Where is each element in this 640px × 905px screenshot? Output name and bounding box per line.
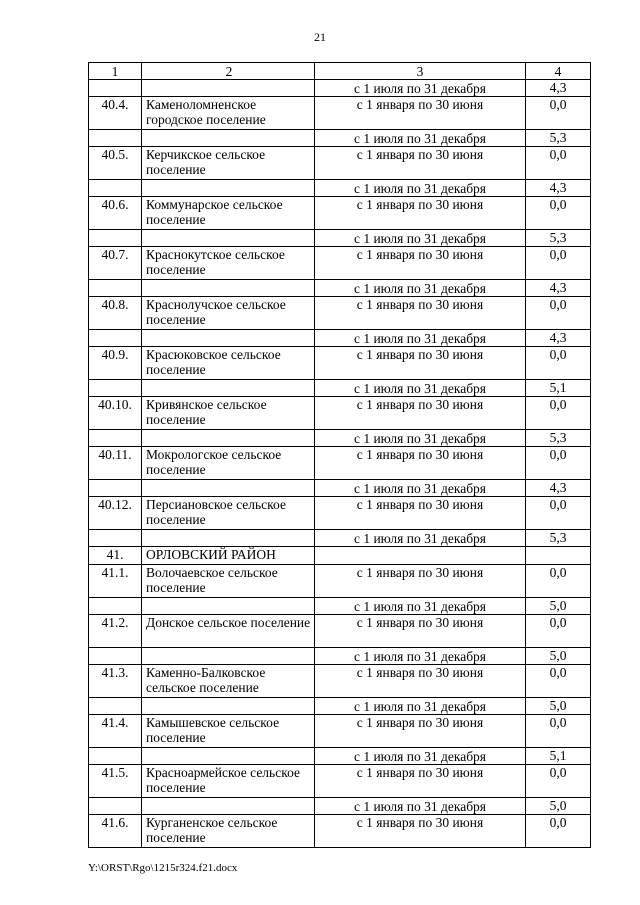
settlement-name: Красноармейское сельское поселение	[142, 765, 315, 798]
settlement-name-empty	[142, 330, 315, 347]
value: 5,3	[526, 130, 591, 147]
settlement-name-empty	[142, 480, 315, 497]
row-number-empty	[89, 130, 142, 147]
period: с 1 июля по 31 декабря	[315, 480, 526, 497]
row-number: 40.9.	[89, 347, 142, 380]
value: 0,0	[526, 447, 591, 480]
value: 0,0	[526, 197, 591, 230]
value: 0,0	[526, 715, 591, 748]
value: 5,1	[526, 748, 591, 765]
value: 0,0	[526, 97, 591, 130]
value: 4,3	[526, 330, 591, 347]
settlement-name: Коммунарское сельское поселение	[142, 197, 315, 230]
value: 5,1	[526, 380, 591, 397]
value: 5,0	[526, 648, 591, 665]
value: 0,0	[526, 565, 591, 598]
settlement-name-empty	[142, 180, 315, 197]
settlement-name-empty	[142, 698, 315, 715]
value: 5,3	[526, 230, 591, 247]
tariff-table	[88, 62, 591, 848]
settlement-name: Камышевское сельское поселение	[142, 715, 315, 748]
table-row	[89, 648, 591, 665]
row-number: 41.2.	[89, 615, 142, 648]
value: 0,0	[526, 297, 591, 330]
period: с 1 января по 30 июня	[315, 97, 526, 130]
settlement-name-empty	[142, 748, 315, 765]
header-col-4: 4	[526, 63, 591, 80]
row-number-empty	[89, 430, 142, 447]
value: 5,3	[526, 530, 591, 547]
table-row	[89, 447, 591, 480]
table-row	[89, 715, 591, 748]
row-number: 41.4.	[89, 715, 142, 748]
settlement-name: Краснолучское сельское поселение	[142, 297, 315, 330]
file-path-footer: Y:\ORST\Rgo\1215r324.f21.docx	[88, 862, 238, 874]
row-number: 41.5.	[89, 765, 142, 798]
value: 0,0	[526, 615, 591, 648]
settlement-name-empty	[142, 280, 315, 297]
table-row	[89, 247, 591, 280]
row-number: 40.11.	[89, 447, 142, 480]
row-number: 40.7.	[89, 247, 142, 280]
table-row	[89, 130, 591, 147]
table-row	[89, 598, 591, 615]
period: с 1 июля по 31 декабря	[315, 598, 526, 615]
value: 5,3	[526, 430, 591, 447]
section-number: 41.	[89, 547, 142, 565]
settlement-name: Курганенское сельское поселение	[142, 815, 315, 848]
period: с 1 января по 30 июня	[315, 197, 526, 230]
value: 5,0	[526, 798, 591, 815]
value: 0,0	[526, 665, 591, 698]
settlement-name: Краснокутское сельское поселение	[142, 247, 315, 280]
table-header-row	[89, 63, 591, 80]
table-row	[89, 430, 591, 447]
settlement-name-empty	[142, 430, 315, 447]
value: 4,3	[526, 280, 591, 297]
period: с 1 января по 30 июня	[315, 397, 526, 430]
table-row	[89, 765, 591, 798]
settlement-name: Красюковское сельское поселение	[142, 347, 315, 380]
table-row	[89, 80, 591, 97]
row-number: 41.3.	[89, 665, 142, 698]
settlement-name-empty	[142, 130, 315, 147]
settlement-name-empty	[142, 598, 315, 615]
value: 4,3	[526, 80, 591, 97]
period: с 1 июля по 31 декабря	[315, 130, 526, 147]
period-empty	[315, 547, 526, 565]
table-row	[89, 397, 591, 430]
row-number-empty	[89, 380, 142, 397]
settlement-name-empty	[142, 648, 315, 665]
value: 0,0	[526, 815, 591, 848]
value: 4,3	[526, 480, 591, 497]
table-row	[89, 97, 591, 130]
table-row	[89, 530, 591, 547]
value: 0,0	[526, 397, 591, 430]
row-number: 41.6.	[89, 815, 142, 848]
value: 0,0	[526, 347, 591, 380]
settlement-name: Персиановское сельское поселение	[142, 497, 315, 530]
row-number-empty	[89, 280, 142, 297]
settlement-name: Каменоломненское городское поселение	[142, 97, 315, 130]
row-number-empty	[89, 698, 142, 715]
period: с 1 июля по 31 декабря	[315, 430, 526, 447]
row-number: 40.4.	[89, 97, 142, 130]
period: с 1 января по 30 июня	[315, 715, 526, 748]
period: с 1 января по 30 июня	[315, 565, 526, 598]
row-number: 41.1.	[89, 565, 142, 598]
period: с 1 января по 30 июня	[315, 297, 526, 330]
table-row	[89, 748, 591, 765]
period: с 1 января по 30 июня	[315, 615, 526, 648]
period: с 1 июля по 31 декабря	[315, 80, 526, 97]
table-row	[89, 347, 591, 380]
value: 5,0	[526, 598, 591, 615]
table-row	[89, 197, 591, 230]
period: с 1 января по 30 июня	[315, 665, 526, 698]
settlement-name: Мокрологское сельское поселение	[142, 447, 315, 480]
period: с 1 января по 30 июня	[315, 497, 526, 530]
table-row	[89, 798, 591, 815]
row-number-empty	[89, 530, 142, 547]
period: с 1 июля по 31 декабря	[315, 280, 526, 297]
period: с 1 января по 30 июня	[315, 247, 526, 280]
table-row	[89, 180, 591, 197]
settlement-name-empty	[142, 380, 315, 397]
row-number-empty	[89, 798, 142, 815]
row-number: 40.5.	[89, 147, 142, 180]
period: с 1 июля по 31 декабря	[315, 180, 526, 197]
table-row	[89, 815, 591, 848]
header-col-3: 3	[315, 63, 526, 80]
row-number: 40.8.	[89, 297, 142, 330]
period: с 1 января по 30 июня	[315, 347, 526, 380]
table-row	[89, 147, 591, 180]
value: 0,0	[526, 247, 591, 280]
row-number-empty	[89, 80, 142, 97]
settlement-name-empty	[142, 230, 315, 247]
row-number: 40.6.	[89, 197, 142, 230]
table-row	[89, 698, 591, 715]
period: с 1 января по 30 июня	[315, 815, 526, 848]
settlement-name-empty	[142, 80, 315, 97]
table-row	[89, 380, 591, 397]
value: 4,3	[526, 180, 591, 197]
header-col-1: 1	[89, 63, 142, 80]
row-number-empty	[89, 480, 142, 497]
period: с 1 июля по 31 декабря	[315, 330, 526, 347]
row-number: 40.12.	[89, 497, 142, 530]
table-row	[89, 480, 591, 497]
period: с 1 июля по 31 декабря	[315, 648, 526, 665]
period: с 1 января по 30 июня	[315, 447, 526, 480]
row-number-empty	[89, 598, 142, 615]
period: с 1 июля по 31 декабря	[315, 748, 526, 765]
period: с 1 июля по 31 декабря	[315, 230, 526, 247]
value: 0,0	[526, 147, 591, 180]
table-row	[89, 297, 591, 330]
row-number-empty	[89, 748, 142, 765]
row-number-empty	[89, 330, 142, 347]
section-title: ОРЛОВСКИЙ РАЙОН	[142, 547, 315, 565]
settlement-name: Каменно-Балковское сельское поселение	[142, 665, 315, 698]
period: с 1 июля по 31 декабря	[315, 698, 526, 715]
table-row	[89, 615, 591, 648]
period: с 1 января по 30 июня	[315, 765, 526, 798]
settlement-name-empty	[142, 530, 315, 547]
period: с 1 июля по 31 декабря	[315, 530, 526, 547]
table-row	[89, 665, 591, 698]
value-empty	[526, 547, 591, 565]
value: 5,0	[526, 698, 591, 715]
settlement-name: Волочаевское сельское поселение	[142, 565, 315, 598]
row-number-empty	[89, 180, 142, 197]
settlement-name: Кривянское сельское поселение	[142, 397, 315, 430]
value: 0,0	[526, 497, 591, 530]
value: 0,0	[526, 765, 591, 798]
settlement-name: Донское сельское поселение	[142, 615, 315, 648]
header-col-2: 2	[142, 63, 315, 80]
table-row	[89, 230, 591, 247]
row-number-empty	[89, 230, 142, 247]
page-number: 21	[314, 30, 326, 44]
row-number-empty	[89, 648, 142, 665]
period: с 1 января по 30 июня	[315, 147, 526, 180]
settlement-name: Керчикское сельское поселение	[142, 147, 315, 180]
settlement-name-empty	[142, 798, 315, 815]
table-row	[89, 565, 591, 598]
table-row	[89, 497, 591, 530]
period: с 1 июля по 31 декабря	[315, 798, 526, 815]
period: с 1 июля по 31 декабря	[315, 380, 526, 397]
table-row	[89, 280, 591, 297]
row-number: 40.10.	[89, 397, 142, 430]
table-row	[89, 330, 591, 347]
table-row	[89, 547, 591, 565]
